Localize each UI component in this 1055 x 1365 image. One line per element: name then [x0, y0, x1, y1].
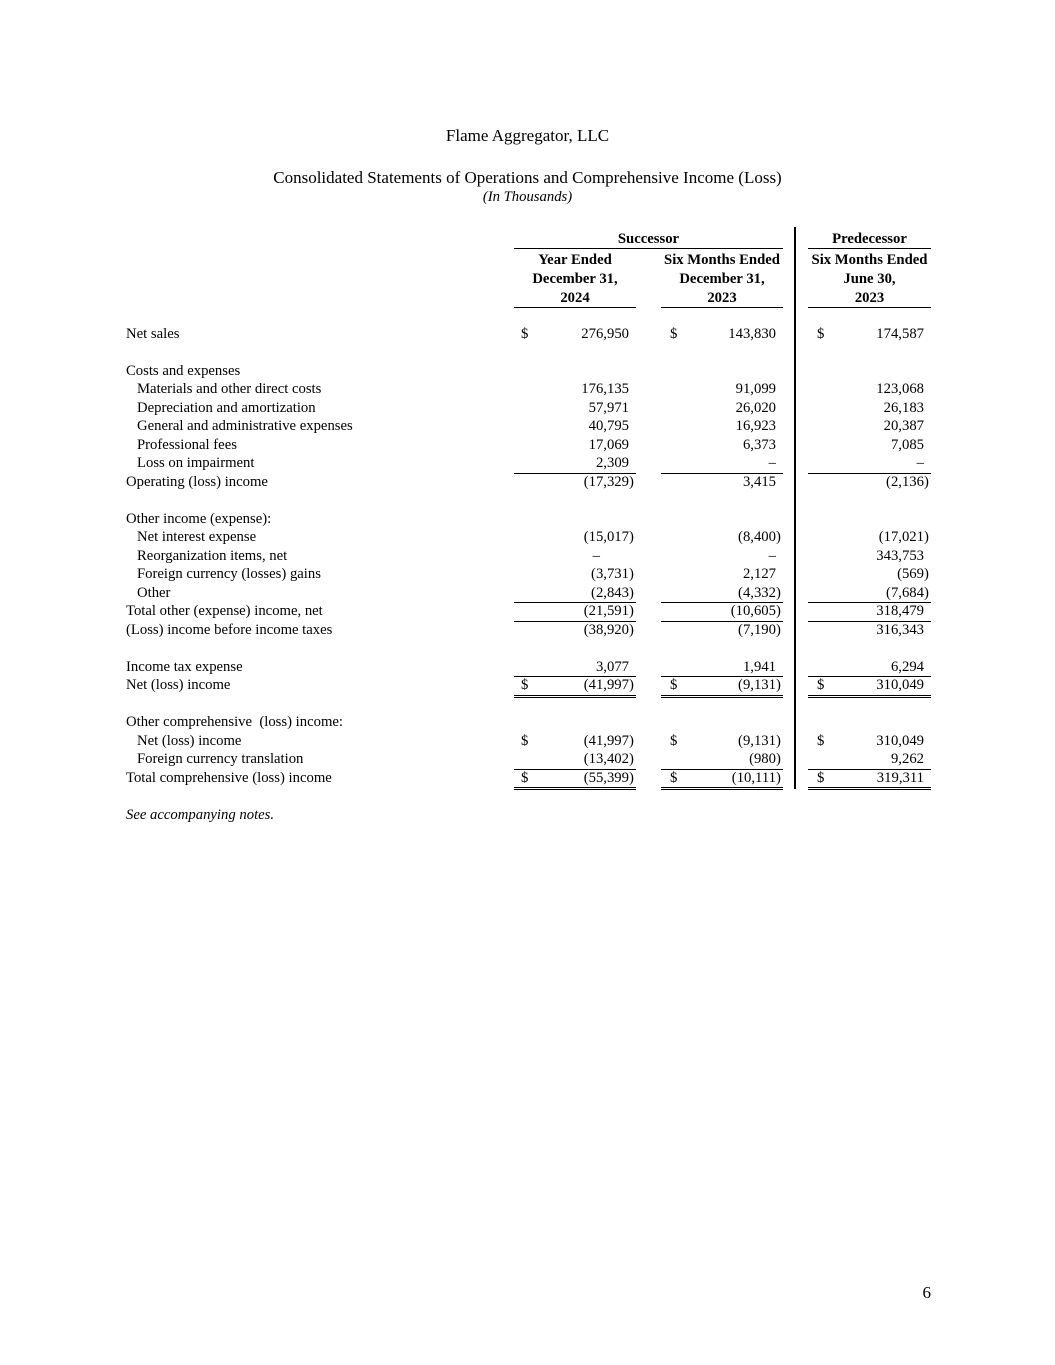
amount-value: 7,085: [890, 436, 924, 453]
row-general-administrative: [126, 417, 931, 436]
amount-year-ended-dec-2024: [514, 473, 636, 492]
amount-six-months-jun-2023: [808, 621, 931, 640]
amount-value: –: [768, 455, 776, 472]
amount-value: 9,262: [890, 751, 924, 768]
amount-six-months-dec-2023: [661, 528, 783, 547]
row-label: Foreign currency (losses) gains: [137, 566, 321, 583]
amount-value: (21,591): [583, 603, 634, 620]
amount-value: (38,920): [583, 621, 634, 638]
units-note: (In Thousands): [482, 189, 573, 205]
predecessor-group-header: Predecessor: [808, 230, 931, 250]
amount-value: 2,127: [742, 566, 776, 583]
column-header-line: Year Ended: [538, 251, 612, 268]
amount-value: (2,843): [591, 584, 634, 601]
amount-six-months-dec-2023: [661, 454, 783, 473]
amount-six-months-dec-2023: [661, 380, 783, 399]
row-total-comprehensive-income: [126, 769, 931, 788]
statement-table: [126, 325, 931, 825]
row-label: Total comprehensive (loss) income: [126, 769, 332, 786]
amount-value: 318,479: [876, 603, 924, 620]
row-label: Professional fees: [137, 436, 237, 453]
column-header-line: 2023: [707, 289, 737, 306]
amount-year-ended-dec-2024: [514, 565, 636, 584]
column-header-line: 2023: [854, 289, 885, 306]
amount-six-months-jun-2023: [808, 528, 931, 547]
amount-value: –: [916, 455, 924, 472]
amount-six-months-jun-2023: [808, 454, 931, 473]
row-total-other-income: [126, 602, 931, 621]
amount-value: (7,684): [886, 584, 929, 601]
row-footnote: [126, 806, 931, 825]
section-heading: Other income (expense):: [126, 510, 272, 527]
amount-value: (9,131): [738, 677, 781, 694]
amount-year-ended-dec-2024: [514, 417, 636, 436]
row-income-tax-expense: [126, 658, 931, 677]
row-reorganization-items: [126, 547, 931, 566]
amount-value: (17,021): [878, 529, 929, 546]
row-label: Loss on impairment: [137, 455, 255, 472]
amount-value: (10,605): [730, 603, 781, 620]
row-label: Net sales: [126, 325, 180, 342]
amount-six-months-jun-2023: [808, 565, 931, 584]
amount-year-ended-dec-2024: [514, 454, 636, 473]
amount-value: 20,387: [883, 418, 924, 435]
column-header-line: June 30,: [843, 270, 896, 287]
currency-symbol: $: [521, 732, 529, 749]
company-name: Flame Aggregator, LLC: [445, 126, 610, 145]
amount-six-months-jun-2023: [808, 436, 931, 455]
amount-year-ended-dec-2024: [514, 325, 636, 344]
row-comprehensive-net-income: [126, 732, 931, 751]
amount-six-months-jun-2023: [808, 658, 931, 677]
amount-six-months-dec-2023: [661, 732, 783, 751]
column-header-line: December 31,: [679, 270, 765, 287]
amount-value: (7,190): [738, 621, 781, 638]
amount-value: 316,343: [876, 621, 924, 638]
row-costs-and-expenses-heading: [126, 362, 931, 381]
row-label: Reorganization items, net: [137, 547, 288, 564]
column-header-six-months-jun-2023: [808, 251, 931, 308]
amount-year-ended-dec-2024: [514, 750, 636, 769]
amount-six-months-dec-2023: [661, 602, 783, 621]
row-label: Foreign currency translation: [137, 751, 304, 768]
column-header-year-ended-dec-2024: [514, 251, 636, 308]
amount-value: 123,068: [876, 381, 924, 398]
amount-value: 16,923: [735, 418, 776, 435]
amount-six-months-dec-2023: [661, 769, 783, 788]
row-label: Total other (expense) income, net: [126, 603, 323, 620]
amount-value: (569): [897, 566, 929, 583]
currency-symbol: $: [521, 769, 529, 786]
amount-six-months-jun-2023: [808, 602, 931, 621]
amount-six-months-jun-2023: [808, 584, 931, 603]
amount-six-months-jun-2023: [808, 417, 931, 436]
amount-value: (15,017): [583, 529, 634, 546]
row-foreign-currency-gains: [126, 565, 931, 584]
amount-value: (9,131): [738, 732, 781, 749]
amount-value: (13,402): [583, 751, 634, 768]
footnote: See accompanying notes.: [126, 806, 275, 823]
amount-value: 310,049: [876, 732, 924, 749]
row-net-interest-expense: [126, 528, 931, 547]
row-loss-on-impairment: [126, 454, 931, 473]
amount-value: 3,077: [595, 658, 629, 675]
amount-value: 310,049: [876, 677, 924, 694]
amount-value: 57,971: [588, 399, 629, 416]
row-label: Income tax expense: [126, 658, 243, 675]
row-label: General and administrative expenses: [137, 418, 353, 435]
amount-value: 6,373: [742, 436, 776, 453]
amount-value: (10,111): [731, 769, 781, 786]
amount-year-ended-dec-2024: [514, 658, 636, 677]
row-label: Net (loss) income: [137, 732, 242, 749]
amount-six-months-dec-2023: [661, 547, 783, 566]
column-header-line: Six Months Ended: [664, 251, 780, 268]
row-label: Materials and other direct costs: [137, 381, 322, 398]
successor-group-header: Successor: [514, 230, 783, 250]
amount-value: 1,941: [742, 658, 776, 675]
row-spacer: [126, 639, 931, 658]
amount-value: (2,136): [886, 473, 929, 490]
amount-value: 17,069: [588, 436, 629, 453]
amount-six-months-dec-2023: [661, 584, 783, 603]
amount-six-months-jun-2023: [808, 676, 931, 695]
amount-value: –: [592, 547, 600, 564]
row-label: Other: [137, 584, 171, 601]
amount-value: 26,020: [735, 399, 776, 416]
amount-six-months-jun-2023: [808, 750, 931, 769]
column-header-line: 2024: [560, 289, 590, 306]
amount-six-months-dec-2023: [661, 417, 783, 436]
row-net-income: [126, 676, 931, 695]
column-header-six-months-dec-2023: [661, 251, 783, 308]
amount-six-months-dec-2023: [661, 399, 783, 418]
amount-year-ended-dec-2024: [514, 584, 636, 603]
amount-value: 40,795: [588, 418, 629, 435]
statement-title: Consolidated Statements of Operations and Comprehensive Income (Loss): [273, 168, 782, 187]
currency-symbol: $: [670, 769, 678, 786]
row-other-comprehensive-heading: [126, 713, 931, 732]
amount-value: (980): [749, 751, 781, 768]
amount-six-months-dec-2023: [661, 658, 783, 677]
row-label: Operating (loss) income: [126, 473, 268, 490]
amount-six-months-dec-2023: [661, 565, 783, 584]
amount-year-ended-dec-2024: [514, 676, 636, 695]
amount-year-ended-dec-2024: [514, 769, 636, 788]
amount-six-months-jun-2023: [808, 399, 931, 418]
amount-value: 343,753: [876, 547, 924, 564]
amount-year-ended-dec-2024: [514, 547, 636, 566]
row-foreign-currency-translation: [126, 750, 931, 769]
currency-symbol: $: [817, 769, 825, 786]
amount-year-ended-dec-2024: [514, 436, 636, 455]
amount-six-months-dec-2023: [661, 473, 783, 492]
row-spacer: [126, 343, 931, 362]
currency-symbol: $: [817, 732, 825, 749]
row-spacer: [126, 491, 931, 510]
row-operating-income: [126, 473, 931, 492]
row-label: Depreciation and amortization: [137, 399, 316, 416]
amount-year-ended-dec-2024: [514, 621, 636, 640]
amount-value: 2,309: [595, 455, 629, 472]
row-income-before-taxes: [126, 621, 931, 640]
amount-value: (8,400): [738, 529, 781, 546]
row-other: [126, 584, 931, 603]
amount-value: 176,135: [581, 381, 629, 398]
row-net-sales: [126, 325, 931, 344]
currency-symbol: $: [521, 677, 529, 694]
currency-symbol: $: [670, 732, 678, 749]
section-heading: Other comprehensive (loss) income:: [126, 714, 343, 731]
amount-six-months-jun-2023: [808, 473, 931, 492]
amount-value: 3,415: [742, 473, 776, 490]
row-materials-direct-costs: [126, 380, 931, 399]
row-professional-fees: [126, 436, 931, 455]
amount-six-months-dec-2023: [661, 621, 783, 640]
row-other-income-expense-heading: [126, 510, 931, 529]
amount-value: 91,099: [735, 381, 776, 398]
column-header-line: December 31,: [532, 270, 618, 287]
amount-year-ended-dec-2024: [514, 380, 636, 399]
page-number: 6: [922, 1283, 931, 1302]
amount-six-months-jun-2023: [808, 380, 931, 399]
row-depreciation-amortization: [126, 399, 931, 418]
amount-value: 174,587: [876, 325, 924, 342]
column-header-line: Six Months Ended: [811, 251, 928, 268]
amount-six-months-dec-2023: [661, 436, 783, 455]
amount-six-months-dec-2023: [661, 325, 783, 344]
amount-value: 26,183: [883, 399, 924, 416]
amount-year-ended-dec-2024: [514, 399, 636, 418]
currency-symbol: $: [817, 677, 825, 694]
amount-six-months-jun-2023: [808, 769, 931, 788]
amount-value: (55,399): [583, 769, 634, 786]
amount-value: (3,731): [591, 566, 634, 583]
amount-value: 6,294: [890, 658, 924, 675]
amount-year-ended-dec-2024: [514, 732, 636, 751]
amount-value: (17,329): [583, 473, 634, 490]
amount-six-months-dec-2023: [661, 750, 783, 769]
amount-six-months-jun-2023: [808, 732, 931, 751]
amount-six-months-jun-2023: [808, 325, 931, 344]
amount-value: (4,332): [738, 584, 781, 601]
amount-value: (41,997): [583, 732, 634, 749]
currency-symbol: $: [670, 325, 678, 342]
section-heading: Costs and expenses: [126, 362, 241, 379]
amount-value: (41,997): [583, 677, 634, 694]
row-label: Net interest expense: [137, 529, 257, 546]
amount-year-ended-dec-2024: [514, 528, 636, 547]
amount-value: 143,830: [728, 325, 776, 342]
amount-value: 319,311: [876, 769, 924, 786]
row-label: Net (loss) income: [126, 677, 231, 694]
amount-six-months-dec-2023: [661, 676, 783, 695]
currency-symbol: $: [521, 325, 529, 342]
amount-six-months-jun-2023: [808, 547, 931, 566]
amount-value: –: [768, 547, 776, 564]
currency-symbol: $: [817, 325, 825, 342]
amount-value: 276,950: [581, 325, 629, 342]
amount-year-ended-dec-2024: [514, 602, 636, 621]
row-label: (Loss) income before income taxes: [126, 621, 333, 638]
currency-symbol: $: [670, 677, 678, 694]
